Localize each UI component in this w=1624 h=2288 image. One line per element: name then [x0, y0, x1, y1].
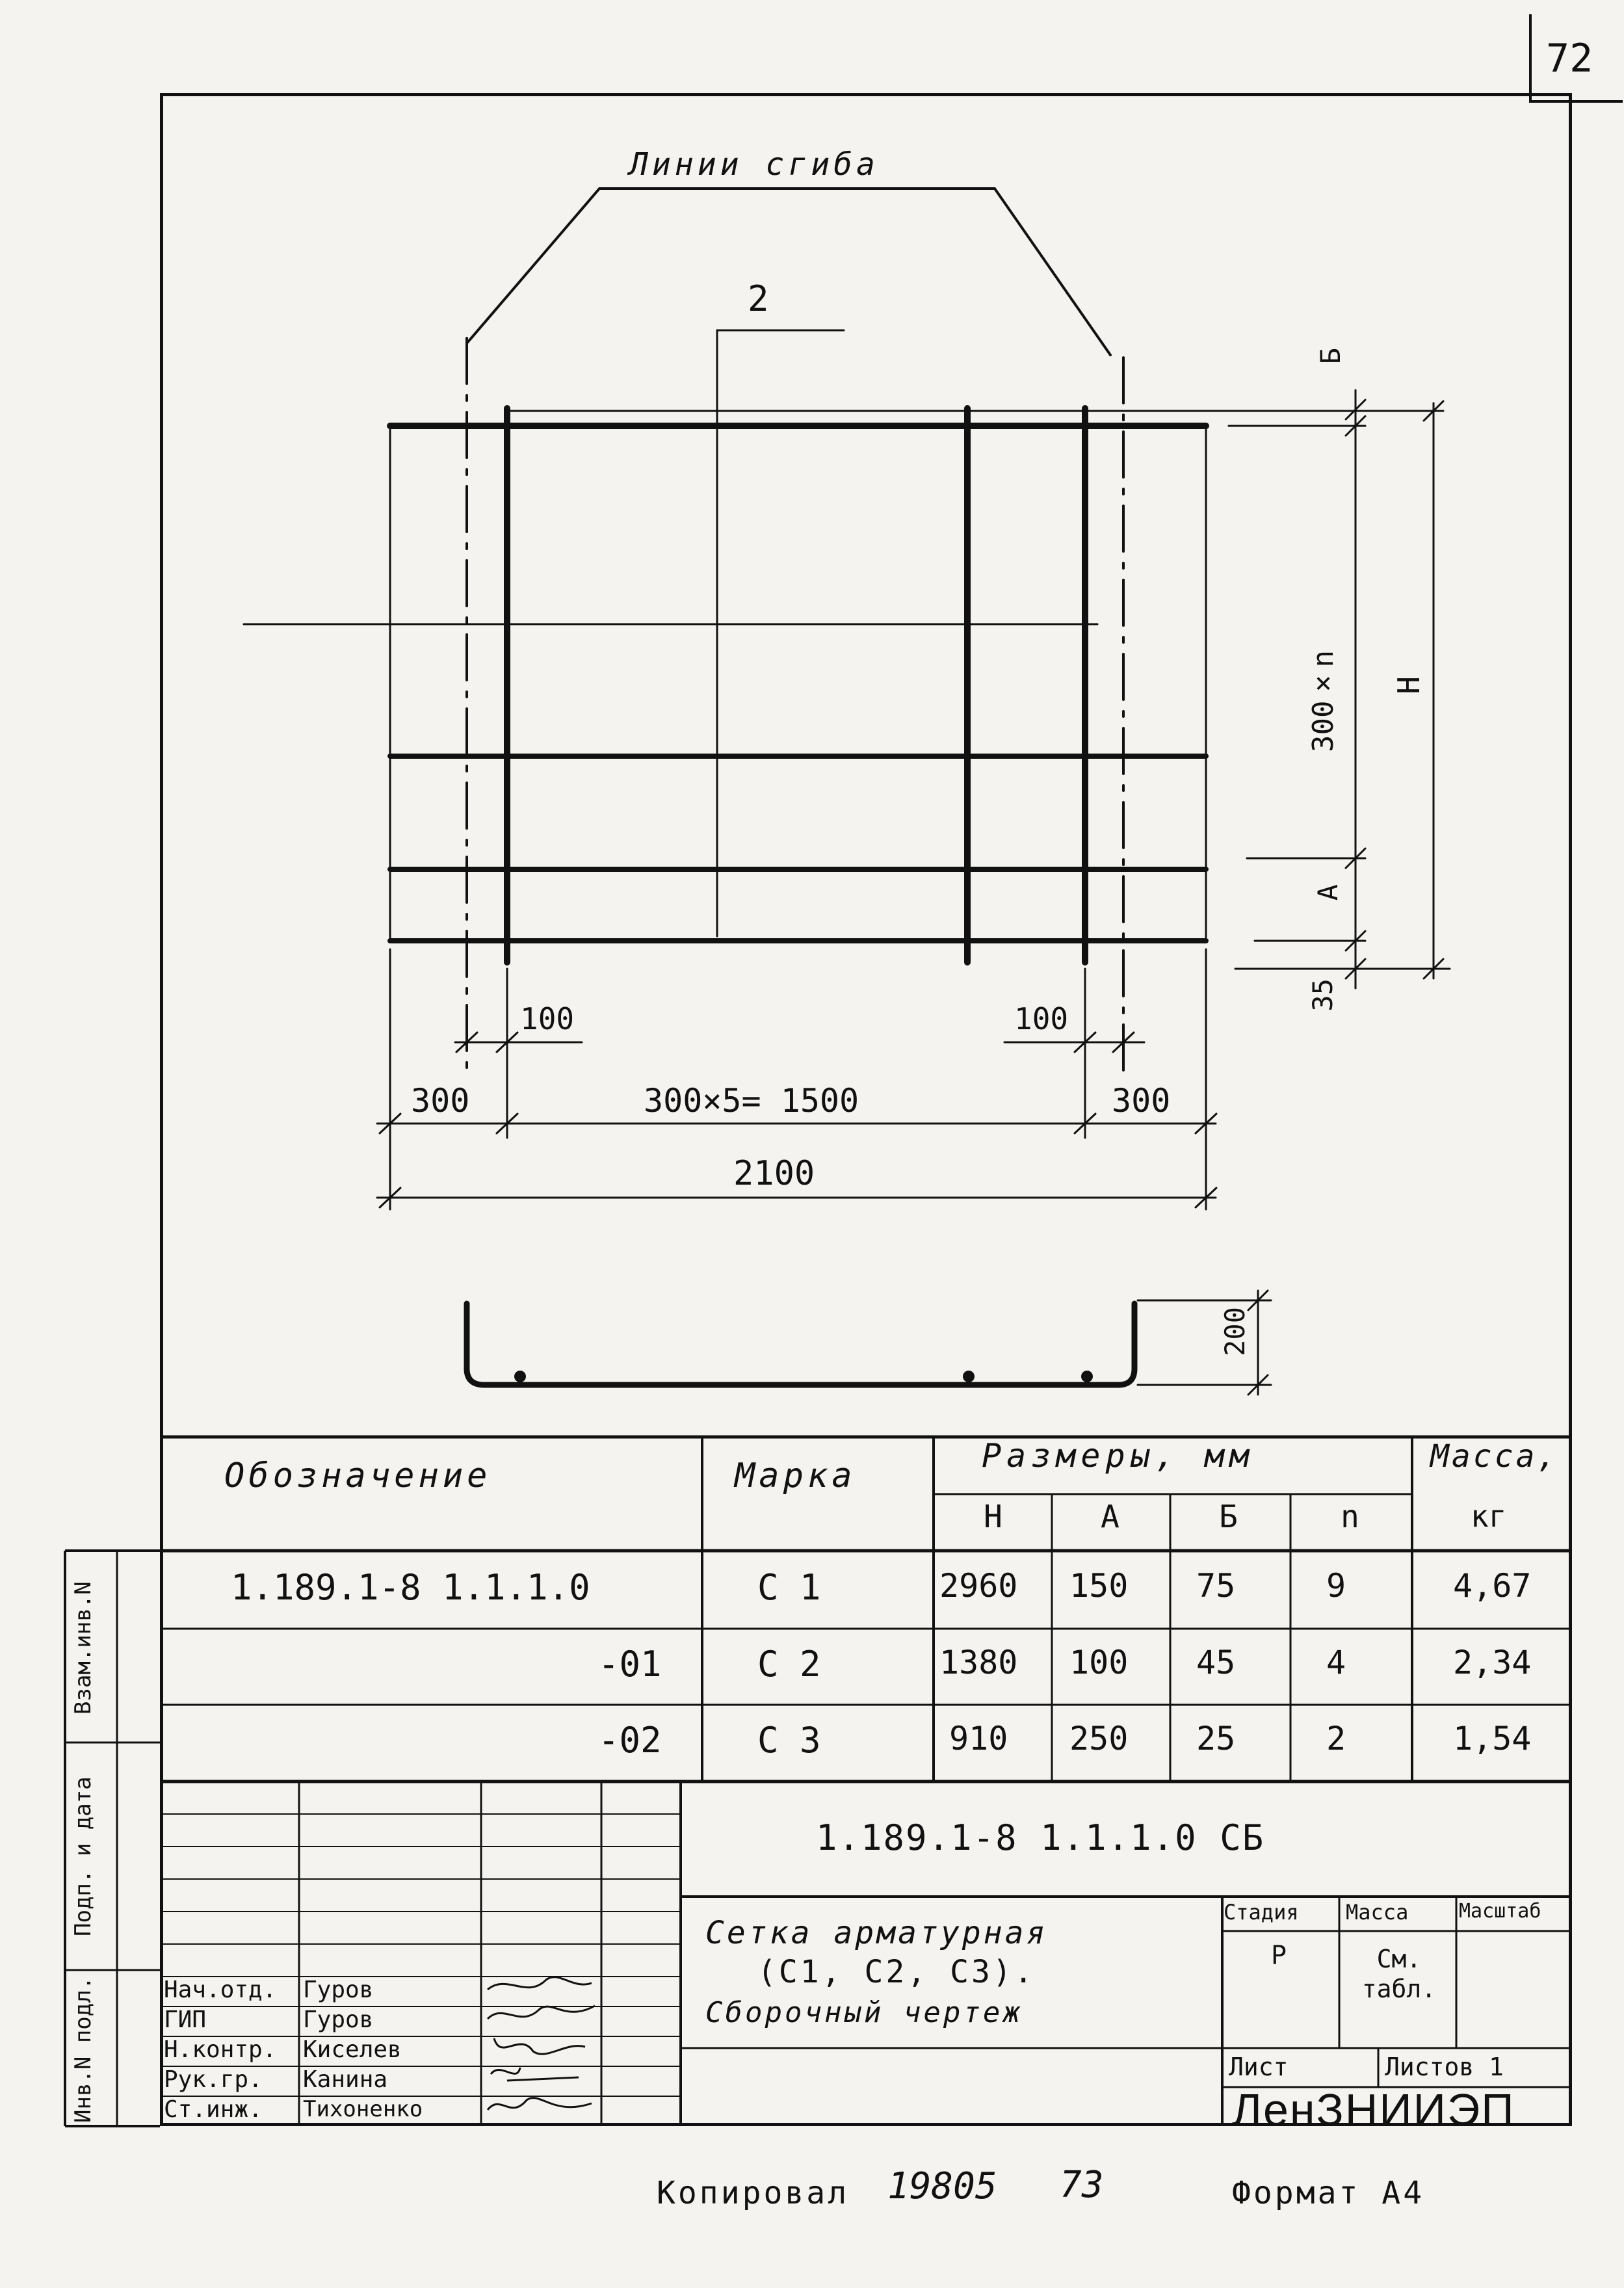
signatures — [481, 1970, 611, 2126]
dim-label-100-left: 100 — [520, 1001, 575, 1036]
position-label: 2 — [748, 278, 769, 319]
sheets-label: Листов 1 — [1385, 2053, 1504, 2081]
dim-label-300-left: 300 — [411, 1082, 470, 1120]
stage-value: Р — [1271, 1941, 1287, 1971]
header-mark: Марка — [735, 1456, 856, 1495]
staff-role-2: ГИП — [164, 2006, 207, 2033]
table-row-2-b: 45 — [1196, 1644, 1236, 1681]
staff-role-1: Нач.отд. — [164, 1977, 277, 2003]
table-row-3-a: 250 — [1069, 1720, 1129, 1757]
staff-role-4: Рук.гр. — [164, 2066, 263, 2093]
footer-copied-number-2: 73 — [1060, 2164, 1104, 2206]
dim-label-spacing: 300×n — [1307, 650, 1340, 752]
staff-name-4: Канина — [303, 2066, 388, 2093]
dim-label-35: 35 — [1307, 979, 1339, 1012]
header-n: n — [1341, 1499, 1359, 1535]
table-row-1-mark: С 1 — [757, 1567, 821, 1608]
header-sizes: Размеры, мм — [982, 1437, 1255, 1475]
table-row-3-mass: 1,54 — [1453, 1720, 1532, 1757]
dim-label-middle: 300×5= 1500 — [644, 1082, 859, 1120]
dim-label-b: Б — [1315, 348, 1346, 365]
signature-3 — [494, 2038, 585, 2054]
bend-lines-label: Линии сгиба — [629, 146, 879, 183]
table-row-2-h: 1380 — [939, 1644, 1018, 1681]
table-row-2-a: 100 — [1069, 1644, 1129, 1681]
table-row-3-n: 2 — [1326, 1720, 1346, 1757]
dim-label-100-right: 100 — [1014, 1001, 1069, 1036]
table-row-1-h: 2960 — [939, 1567, 1018, 1605]
table-row-1-mass: 4,67 — [1453, 1567, 1532, 1605]
title-line-2: (С1, С2, С3). — [757, 1954, 1036, 1990]
table-row-1-designation: 1.189.1-8 1.1.1.0 — [231, 1567, 590, 1608]
dim-label-a: A — [1312, 884, 1344, 901]
sheet-label: Лист — [1229, 2053, 1289, 2081]
sheet-number: 72 — [1546, 36, 1593, 81]
dim-label-200: 200 — [1219, 1307, 1251, 1356]
header-a: A — [1101, 1499, 1120, 1535]
mass-value: См. табл. — [1361, 1945, 1437, 2003]
table-row-2-n: 4 — [1326, 1644, 1346, 1681]
dim-label-total: 2100 — [733, 1154, 815, 1193]
table-row-3-designation: -02 — [598, 1720, 662, 1761]
staff-name-5: Тихоненко — [303, 2096, 423, 2122]
signature-2 — [488, 2006, 595, 2019]
header-mass-unit: кг — [1471, 1499, 1507, 1534]
table-row-1-n: 9 — [1326, 1567, 1346, 1605]
table-row-3-mark: С 3 — [757, 1720, 821, 1761]
title-line-3: Сборочный чертеж — [705, 1996, 1023, 2029]
signature-1 — [488, 1977, 592, 1990]
signature-4 — [491, 2068, 579, 2081]
dim-label-h: H — [1391, 676, 1426, 694]
staff-name-2: Гуров — [303, 2006, 374, 2033]
header-h: H — [984, 1499, 1002, 1535]
title-line-1: Сетка арматурная — [705, 1915, 1048, 1951]
staff-role-3: Н.контр. — [164, 2036, 277, 2063]
table-row-2-mark: С 2 — [757, 1644, 821, 1685]
footer-format: Формат А4 — [1232, 2175, 1425, 2211]
header-mass: Масса, — [1430, 1438, 1559, 1475]
table-row-2-mass: 2,34 — [1453, 1644, 1532, 1681]
table-row-1-b: 75 — [1196, 1567, 1236, 1605]
mass-label: Масса — [1346, 1900, 1409, 1925]
organization-name: ЛенЗНИИЭП — [1232, 2084, 1515, 2135]
table-row-2-designation: -01 — [598, 1644, 662, 1685]
footer-copied-number: 19805 — [887, 2165, 997, 2207]
side-label-replacement: Взам.инв.N — [70, 1581, 96, 1715]
staff-name-3: Киселев — [303, 2036, 402, 2063]
table-row-3-b: 25 — [1196, 1720, 1236, 1757]
header-b: Б — [1219, 1499, 1238, 1535]
scale-label: Масштаб — [1459, 1900, 1541, 1923]
dim-label-300-right: 300 — [1112, 1082, 1171, 1120]
staff-name-1: Гуров — [303, 1977, 374, 2003]
side-label-inventory: Инв.N подл. — [70, 1976, 96, 2123]
table-row-3-h: 910 — [949, 1720, 1008, 1757]
footer-copied-label: Копировал — [657, 2175, 850, 2211]
table-row-1-a: 150 — [1069, 1567, 1129, 1605]
staff-role-5: Ст.инж. — [164, 2096, 263, 2123]
side-label-signature-date: Подп. и дата — [70, 1776, 96, 1936]
header-designation: Обозначение — [224, 1456, 491, 1495]
doc-code: 1.189.1-8 1.1.1.0 СБ — [816, 1817, 1265, 1858]
stage-label: Стадия — [1224, 1900, 1299, 1925]
signature-5 — [488, 2098, 592, 2110]
